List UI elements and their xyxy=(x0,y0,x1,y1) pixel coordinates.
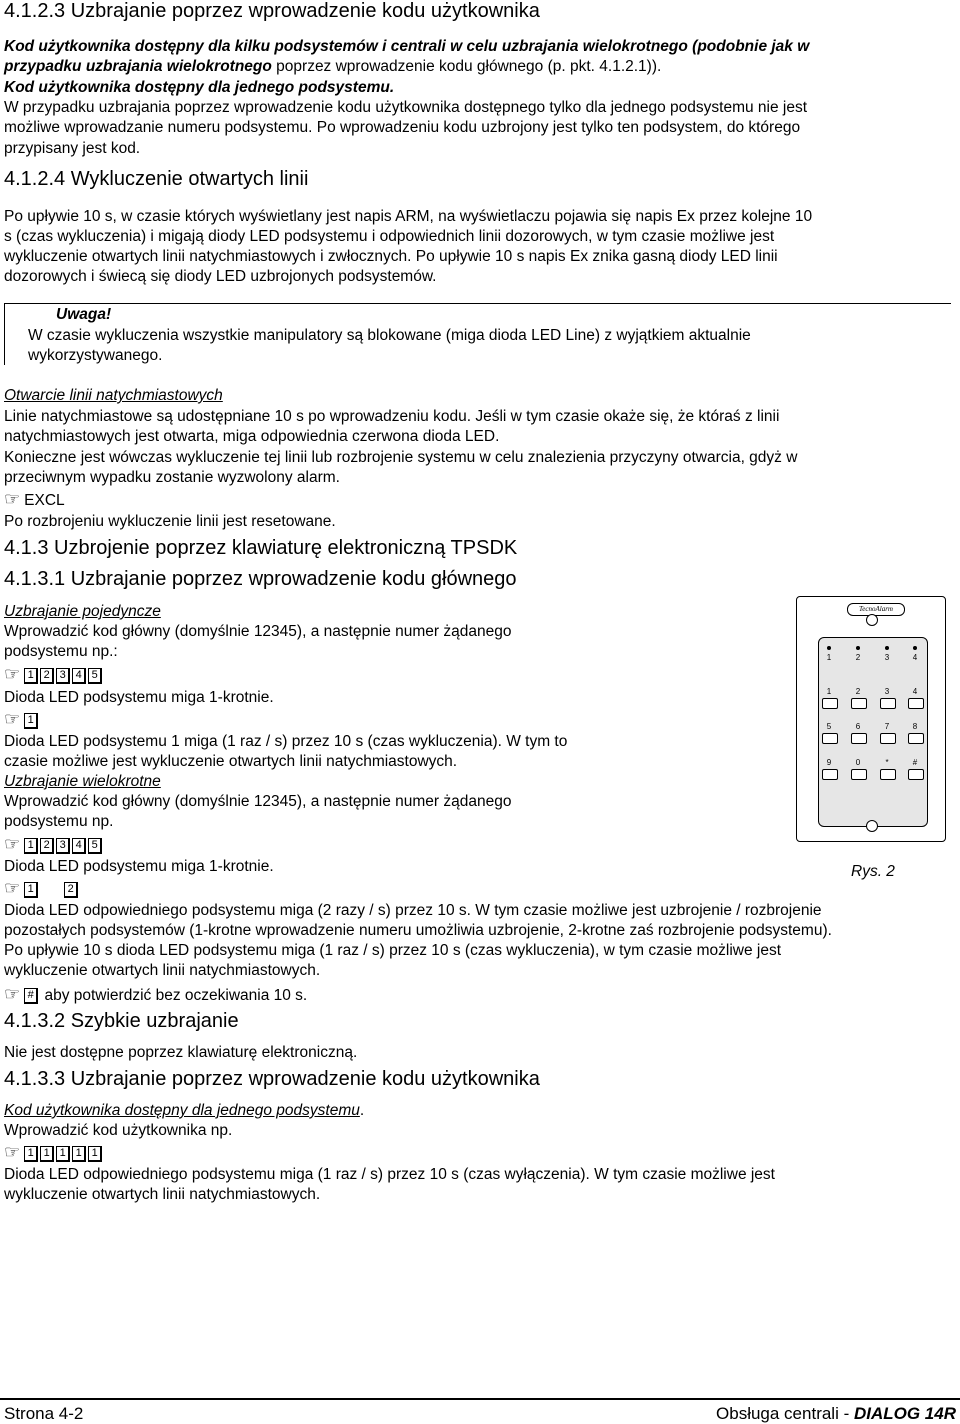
hand-pointing-icon: ☞ xyxy=(4,984,21,1004)
hand-pointing-icon: ☞ xyxy=(4,489,21,509)
note-line: W czasie wykluczenia wszystkie manipulatory są blokowane (miga dioda LED Line) z wyjątkiem aktualnie xyxy=(28,327,751,344)
keypad-key-label: 7 xyxy=(884,722,890,731)
paragraph-line: wykluczenie otwartych linii natychmiastowych. xyxy=(4,962,321,979)
note-line: wykorzystywanego. xyxy=(28,347,163,364)
keypad-key-label: 4 xyxy=(912,687,918,696)
subheading-instant-lines: Otwarcie linii natychmiastowych xyxy=(4,387,223,404)
keypad-key xyxy=(851,698,867,709)
keypad-key xyxy=(822,733,838,744)
keypad-key-label: 8 xyxy=(912,722,918,731)
key-hash: # xyxy=(24,988,38,1004)
paragraph-line: Dioda LED podsystemu 1 miga (1 raz / s) przez 10 s (czas wykluczenia). W tym to xyxy=(4,733,568,750)
led-label: 3 xyxy=(884,653,890,662)
plain-fragment: poprzez wprowadzenie kodu głównego (p. pkt. 4.1.2.1)). xyxy=(271,58,662,75)
paragraph-line: natychmiastowych jest otwarta, miga odpowiednia czerwona dioda LED. xyxy=(4,428,500,445)
note-title: Uwaga! xyxy=(56,306,112,323)
keypad-key-label: 0 xyxy=(855,758,861,767)
hand-pointing-icon: ☞ xyxy=(4,834,21,854)
led-label: 4 xyxy=(912,653,918,662)
keypad-key xyxy=(822,769,838,780)
paragraph-line: s (czas wykluczenia) i migają diody LED podsystemu i odpowiednich linii dozorowych, w tym czasie możliwe jest xyxy=(4,228,775,245)
key-4: 4 xyxy=(72,838,86,854)
key-sequence xyxy=(4,834,104,856)
key-sequence xyxy=(4,878,80,900)
paragraph-line: Po upływie 10 s, w czasie których wyświetlany jest napis ARM, na wyświetlaczu pojawia się napis Ex przez kolejne 10 xyxy=(4,208,813,225)
key-1: 1 xyxy=(40,1146,54,1162)
section-heading-4-1-2-3: 4.1.2.3 Uzbrajanie poprzez wprowadzenie kodu użytkownika xyxy=(4,0,540,22)
key-2: 2 xyxy=(40,668,54,684)
key-5: 5 xyxy=(88,838,102,854)
confirm-text: aby potwierdzić bez oczekiwania 10 s. xyxy=(44,987,308,1004)
key-1: 1 xyxy=(24,668,38,684)
key-1: 1 xyxy=(56,1146,70,1162)
paragraph-line: Dioda LED odpowiedniego podsystemu miga (1 raz / s) przez 10 s (czas wyłączenia). W tym czasie możliwe jest xyxy=(4,1166,775,1183)
led-dot-icon xyxy=(885,646,889,650)
key-sequence xyxy=(4,1142,104,1164)
key-1: 1 xyxy=(24,713,38,729)
key-1: 1 xyxy=(24,882,38,898)
paragraph-line xyxy=(4,57,661,77)
section-heading-4-1-3-2: 4.1.3.2 Szybkie uzbrajanie xyxy=(4,1010,239,1032)
footer-title-plain: Obsługa centrali - xyxy=(716,1404,854,1423)
keypad-key xyxy=(851,769,867,780)
keypad-key-label: 6 xyxy=(855,722,861,731)
paragraph-line: podsystemu np.: xyxy=(4,643,118,660)
paragraph-line: przypisany jest kod. xyxy=(4,140,141,157)
keypad-key xyxy=(908,769,924,780)
paragraph-line xyxy=(4,1101,364,1121)
paragraph-line: Wprowadzić kod użytkownika np. xyxy=(4,1122,233,1139)
keypad-key xyxy=(908,698,924,709)
paragraph-line: Po upływie 10 s dioda LED podsystemu miga (1 raz / s) przez 10 s (czas wykluczenia), w tym czasie możliwe jest xyxy=(4,942,782,959)
hand-pointing-icon: ☞ xyxy=(4,664,21,684)
paragraph-line: wykluczenie otwartych linii natychmiastowych i zwłocznych. Po upływie 10 s napis Ex znika gasną diody LED linii xyxy=(4,248,778,265)
paragraph-line: Konieczne jest wówczas wykluczenie tej linii lub rozbrojenie systemu w celu znalezienia przyczyny otwarcia, gdyż w xyxy=(4,449,798,466)
paragraph-line: Linie natychmiastowe są udostępniane 10 s po wprowadzeniu kodu. Jeśli w tym czasie okaże się, że któraś z linii xyxy=(4,408,780,425)
key-3: 3 xyxy=(56,838,70,854)
key-1: 1 xyxy=(24,838,38,854)
keypad-key-label: # xyxy=(912,758,918,767)
keypad-figure xyxy=(796,596,946,842)
keypad-key-label: 5 xyxy=(826,722,832,731)
excl-key-label: EXCL xyxy=(24,492,65,509)
brand-logo: TecnoAlarm xyxy=(847,603,905,616)
paragraph-line: przeciwnym wypadku zostanie wyzwolony alarm. xyxy=(4,469,340,486)
section-heading-4-1-3-1: 4.1.3.1 Uzbrajanie poprzez wprowadzenie kodu głównego xyxy=(4,568,517,590)
key-sequence xyxy=(4,709,40,731)
key-4: 4 xyxy=(72,668,86,684)
footer-title-model: DIALOG 14R xyxy=(853,1404,956,1423)
keypad-key xyxy=(851,733,867,744)
section-heading-4-1-3-3: 4.1.3.3 Uzbrajanie poprzez wprowadzenie kodu użytkownika xyxy=(4,1068,540,1090)
led-label: 2 xyxy=(855,653,861,662)
paragraph-line: możliwe wprowadzanie numeru podsystemu. Po wprowadzeniu kodu uzbrojony jest tylko ten podsystem, do którego xyxy=(4,119,801,136)
key-1: 1 xyxy=(88,1146,102,1162)
keypad-key-label: 2 xyxy=(855,687,861,696)
paragraph-line: Dioda LED podsystemu miga 1-krotnie. xyxy=(4,858,274,875)
section-heading-4-1-2-4: 4.1.2.4 Wykluczenie otwartych linii xyxy=(4,168,309,190)
paragraph-line: Kod użytkownika dostępny dla kilku podsystemów i centrali w celu uzbrajania wielokrotnego (podobnie jak w xyxy=(4,38,810,55)
hand-pointing-icon: ☞ xyxy=(4,878,21,898)
paragraph-line: dozorowych i świecą się diody LED uzbrojonych podsystemów. xyxy=(4,268,437,285)
led-dot-icon xyxy=(913,646,917,650)
keypad-key xyxy=(880,698,896,709)
excl-instruction xyxy=(4,489,65,511)
paragraph-line: W przypadku uzbrajania poprzez wprowadzenie kodu użytkownika dostępnego tylko dla jednego podsystemu nie jest xyxy=(4,99,808,116)
footer-manual-title xyxy=(716,1404,956,1424)
key-2: 2 xyxy=(40,838,54,854)
paragraph-line: Dioda LED podsystemu miga 1-krotnie. xyxy=(4,689,274,706)
keypad-key xyxy=(822,698,838,709)
key-5: 5 xyxy=(88,668,102,684)
underlined-fragment: Kod użytkownika dostępny dla jednego podsystemu xyxy=(4,1102,360,1119)
footer-page-number: Strona 4-2 xyxy=(4,1404,84,1423)
paragraph-line: podsystemu np. xyxy=(4,813,114,830)
figure-caption: Rys. 2 xyxy=(851,862,895,880)
hand-pointing-icon: ☞ xyxy=(4,1142,21,1162)
keypad-key-label: 9 xyxy=(826,758,832,767)
key-1: 1 xyxy=(72,1146,86,1162)
subheading-single-subsystem: Kod użytkownika dostępny dla jednego podsystemu. xyxy=(4,79,395,96)
paragraph-line: czasie możliwe jest wykluczenie otwartych linii natychmiastowych. xyxy=(4,753,458,770)
section-heading-4-1-3: 4.1.3 Uzbrojenie poprzez klawiaturę elektroniczną TPSDK xyxy=(4,537,518,559)
key-sequence xyxy=(4,664,104,686)
keypad-key xyxy=(880,769,896,780)
keypad-key-label: * xyxy=(885,758,889,767)
keypad-key-label: 1 xyxy=(826,687,832,696)
hand-pointing-icon: ☞ xyxy=(4,709,21,729)
key-3: 3 xyxy=(56,668,70,684)
keypad-key xyxy=(880,733,896,744)
key-1: 1 xyxy=(24,1146,38,1162)
led-dot-icon xyxy=(856,646,860,650)
paragraph-line: Wprowadzić kod główny (domyślnie 12345), a następnie numer żądanego xyxy=(4,623,512,640)
key-2: 2 xyxy=(64,882,78,898)
paragraph-line: Nie jest dostępne poprzez klawiaturę elektroniczną. xyxy=(4,1044,358,1061)
paragraph-line: Dioda LED odpowiedniego podsystemu miga (2 razy / s) przez 10 s. W tym czasie możliwe jest uzbrojenie / rozbrojenie xyxy=(4,902,822,919)
paragraph-line: pozostałych podsystemów (1-krotne wprowadzenie numeru umożliwia uzbrojenie, 2-krotne zaś rozbrojenie podsystemu). xyxy=(4,922,832,939)
keypad-bottom-button-icon xyxy=(866,820,878,832)
status-led-icon xyxy=(866,614,878,626)
led-dot-icon xyxy=(827,646,831,650)
keypad-panel xyxy=(818,637,928,827)
paragraph-line: Po rozbrojeniu wykluczenie linii jest resetowane. xyxy=(4,513,336,530)
subheading-multiple-arming: Uzbrajanie wielokrotne xyxy=(4,773,161,790)
subheading-single-arming: Uzbrajanie pojedyncze xyxy=(4,603,161,620)
paragraph-line: wykluczenie otwartych linii natychmiastowych. xyxy=(4,1186,321,1203)
footer-rule xyxy=(0,1398,960,1400)
keypad-key-label: 3 xyxy=(884,687,890,696)
bold-italic-fragment: przypadku uzbrajania wielokrotnego xyxy=(4,58,272,75)
paragraph-line: Wprowadzić kod główny (domyślnie 12345), a następnie numer żądanego xyxy=(4,793,512,810)
key-sequence xyxy=(4,984,307,1006)
plain-fragment: . xyxy=(359,1102,365,1119)
keypad-key xyxy=(908,733,924,744)
led-label: 1 xyxy=(826,653,832,662)
